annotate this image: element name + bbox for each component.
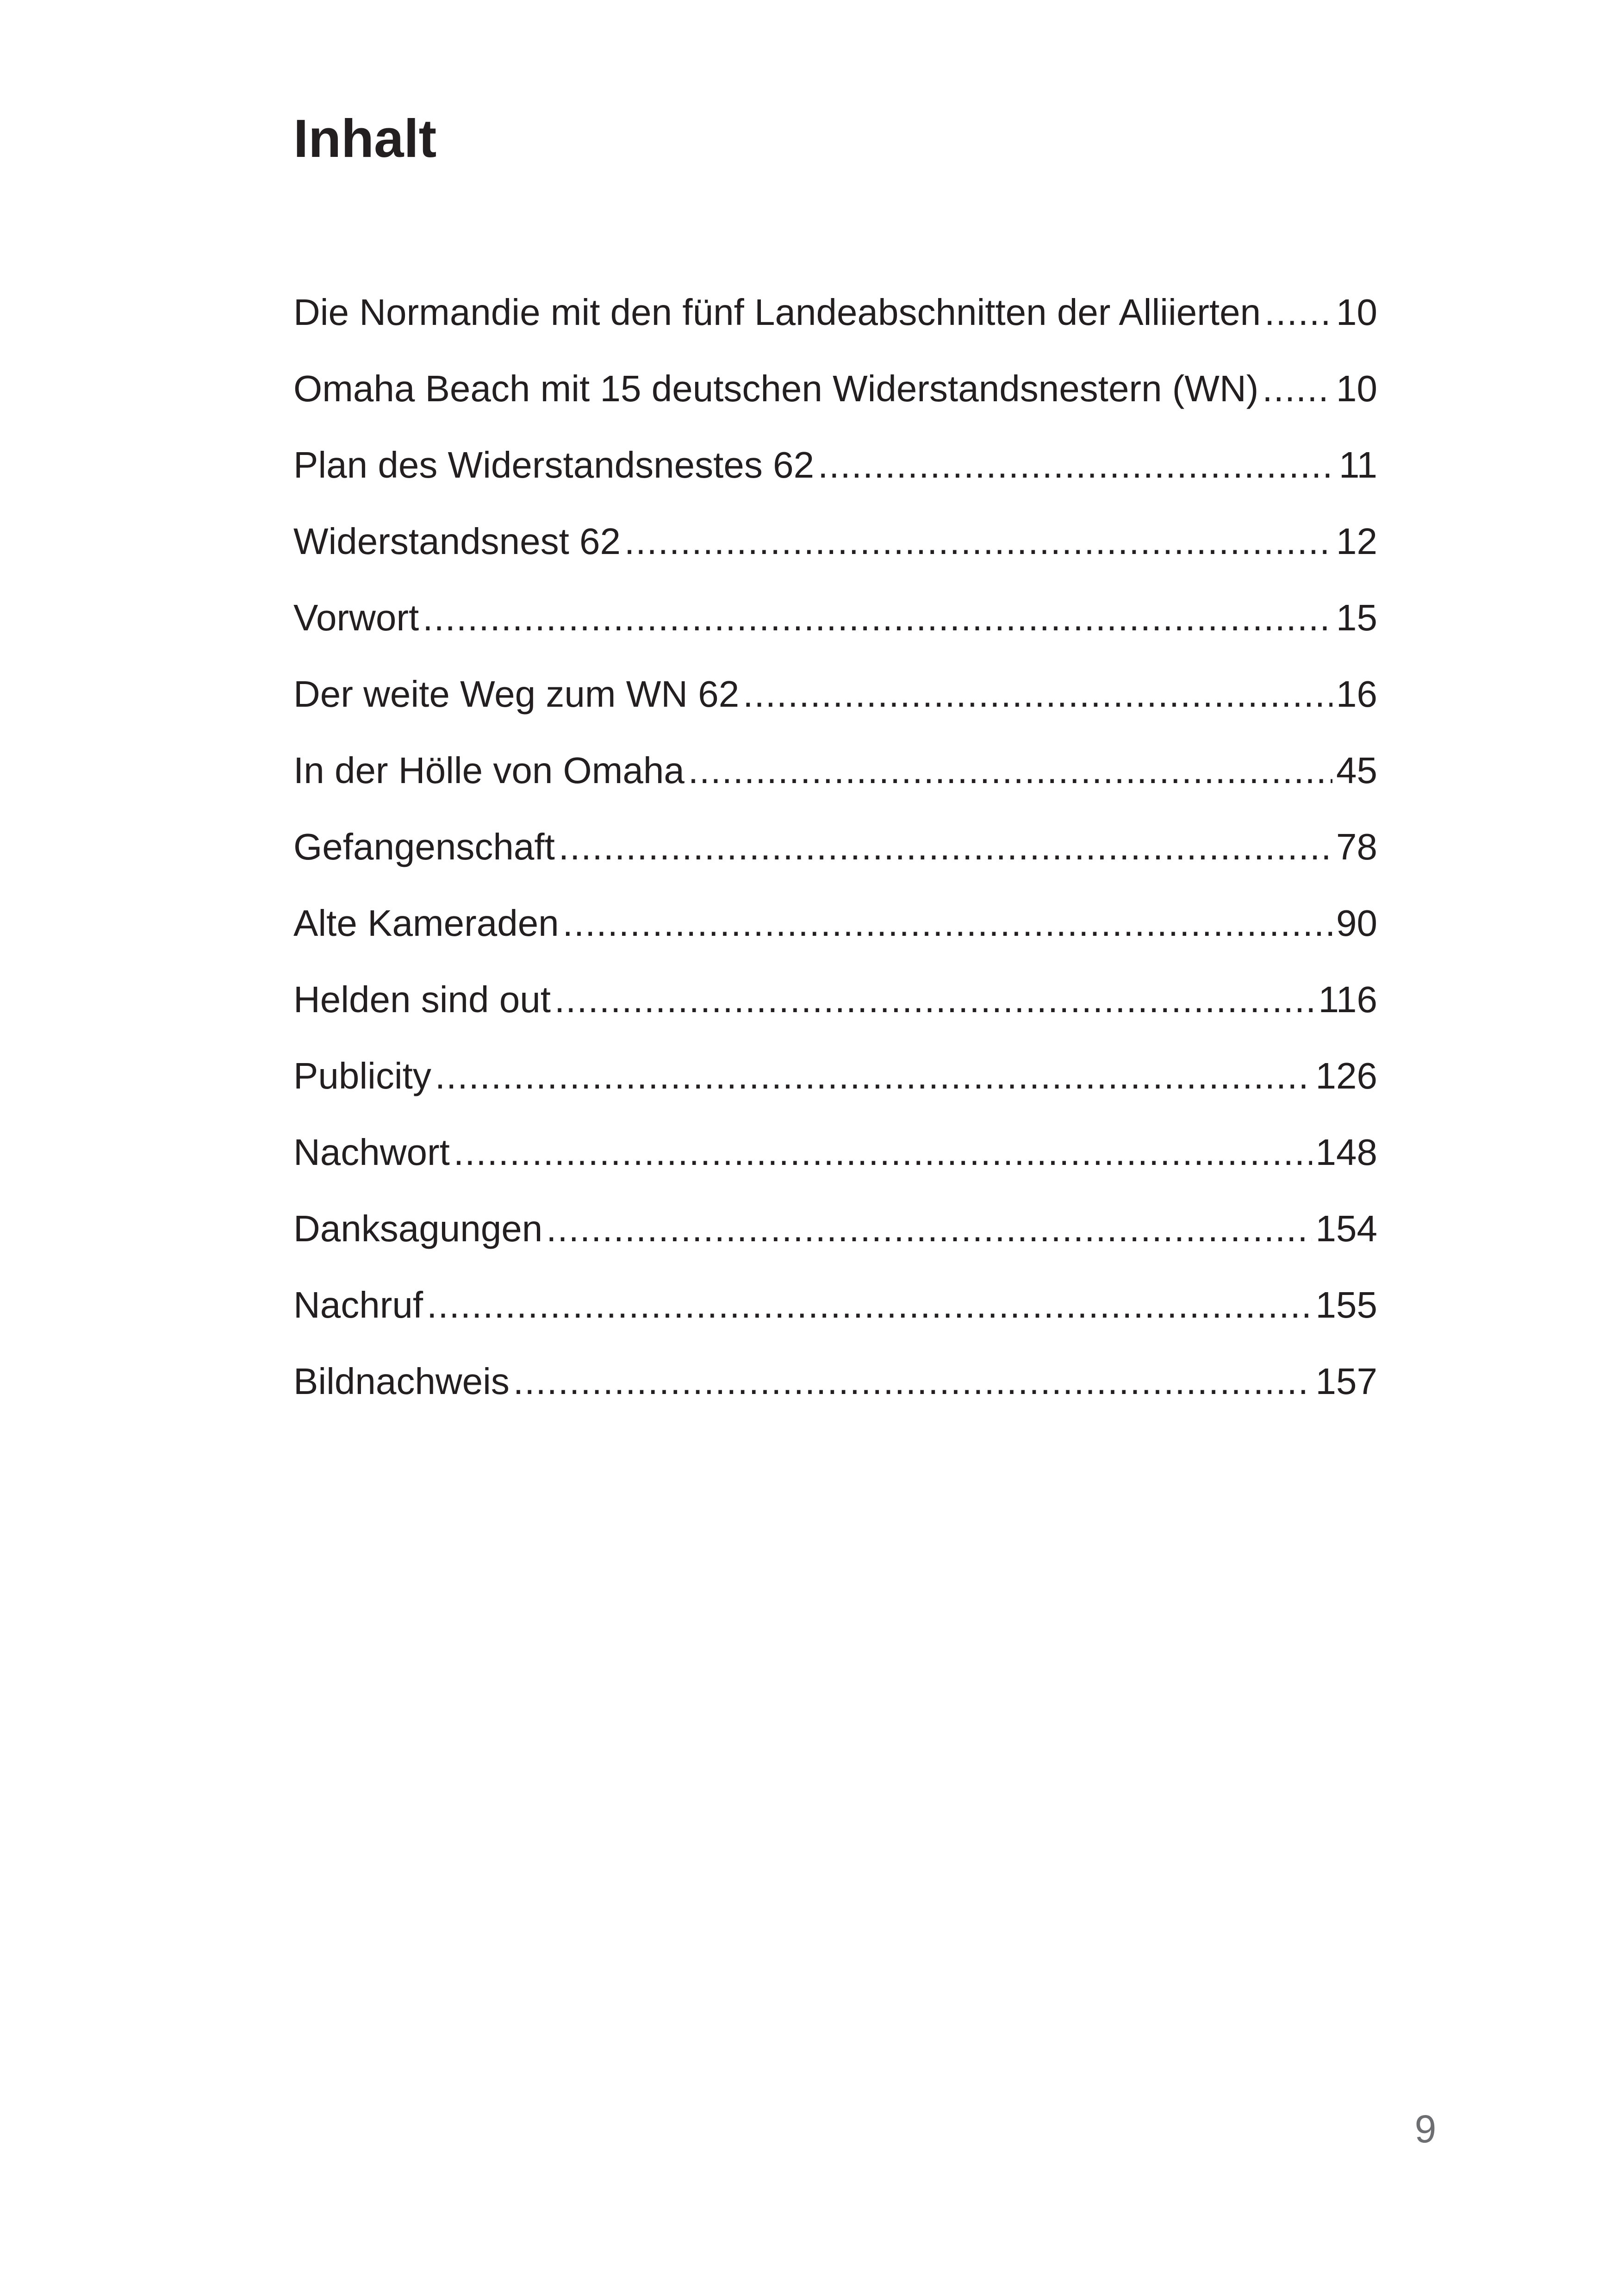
toc-entry — [293, 590, 1377, 666]
page-number: 9 — [1414, 2107, 1437, 2151]
toc-entry-page: 15 — [1336, 597, 1377, 638]
toc-entry-title: Helden sind out — [293, 979, 551, 1020]
dot-leader — [688, 743, 1332, 798]
dot-leader — [743, 666, 1332, 722]
toc-entry — [293, 743, 1377, 819]
toc-entry-title: Publicity — [293, 1055, 431, 1096]
dot-leader — [563, 896, 1332, 951]
toc-entry-page: 157 — [1315, 1361, 1377, 1402]
toc-entry — [293, 1048, 1377, 1125]
dot-leader — [513, 1354, 1312, 1409]
toc-entry-page: 90 — [1336, 902, 1377, 944]
toc-entry-page: 12 — [1336, 521, 1377, 562]
toc-entry — [293, 361, 1377, 437]
toc-entry-title: Gefangenschaft — [293, 826, 555, 867]
toc-entry — [293, 514, 1377, 590]
toc-entry-page: 16 — [1336, 673, 1377, 715]
dot-leader — [818, 437, 1335, 493]
toc-entry-page: 154 — [1315, 1208, 1377, 1249]
toc-entry-page: 126 — [1315, 1055, 1377, 1096]
toc-entry-title: Nachruf — [293, 1284, 423, 1325]
toc-entry-title: Widerstandsnest 62 — [293, 521, 621, 562]
toc-entry-page: 148 — [1315, 1132, 1377, 1173]
toc-entry-page: 45 — [1336, 750, 1377, 791]
toc-entry — [293, 285, 1377, 361]
toc-entry-title: Der weite Weg zum WN 62 — [293, 673, 740, 715]
table-of-contents — [293, 285, 1377, 1430]
toc-entry-title: Plan des Widerstandsnestes 62 — [293, 444, 815, 485]
toc-entry-title: Vorwort — [293, 597, 419, 638]
toc-entry-title: Nachwort — [293, 1132, 450, 1173]
toc-entry-page: 116 — [1318, 979, 1377, 1020]
toc-entry — [293, 1201, 1377, 1277]
toc-entry — [293, 819, 1377, 896]
toc-entry-page: 11 — [1338, 444, 1377, 485]
toc-entry-title: Omaha Beach mit 15 deutschen Widerstandsnestern (WN) — [293, 368, 1259, 409]
toc-entry-title: Die Normandie mit den fünf Landeabschnitten der Alliierten — [293, 292, 1261, 333]
toc-entry-page: 10 — [1336, 292, 1377, 333]
toc-entry — [293, 972, 1377, 1048]
toc-entry — [293, 1125, 1377, 1201]
dot-leader — [1264, 285, 1332, 340]
toc-entry — [293, 1354, 1377, 1430]
dot-leader — [554, 972, 1315, 1027]
toc-entry-page: 155 — [1315, 1284, 1377, 1325]
toc-entry — [293, 896, 1377, 972]
dot-leader — [546, 1201, 1312, 1257]
dot-leader — [423, 590, 1332, 646]
toc-entry-title: In der Hölle von Omaha — [293, 750, 685, 791]
toc-entry-page: 10 — [1336, 368, 1377, 409]
toc-entry — [293, 666, 1377, 743]
dot-leader — [427, 1277, 1312, 1333]
dot-leader — [1262, 361, 1332, 417]
dot-leader — [624, 514, 1332, 569]
toc-entry — [293, 1277, 1377, 1354]
toc-entry-title: Bildnachweis — [293, 1361, 510, 1402]
page-title: Inhalt — [293, 108, 437, 168]
dot-leader — [435, 1048, 1312, 1104]
toc-entry — [293, 437, 1377, 514]
dot-leader — [559, 819, 1332, 875]
toc-entry-title: Alte Kameraden — [293, 902, 559, 944]
toc-entry-page: 78 — [1336, 826, 1377, 867]
dot-leader — [454, 1125, 1312, 1180]
toc-entry-title: Danksagungen — [293, 1208, 543, 1249]
